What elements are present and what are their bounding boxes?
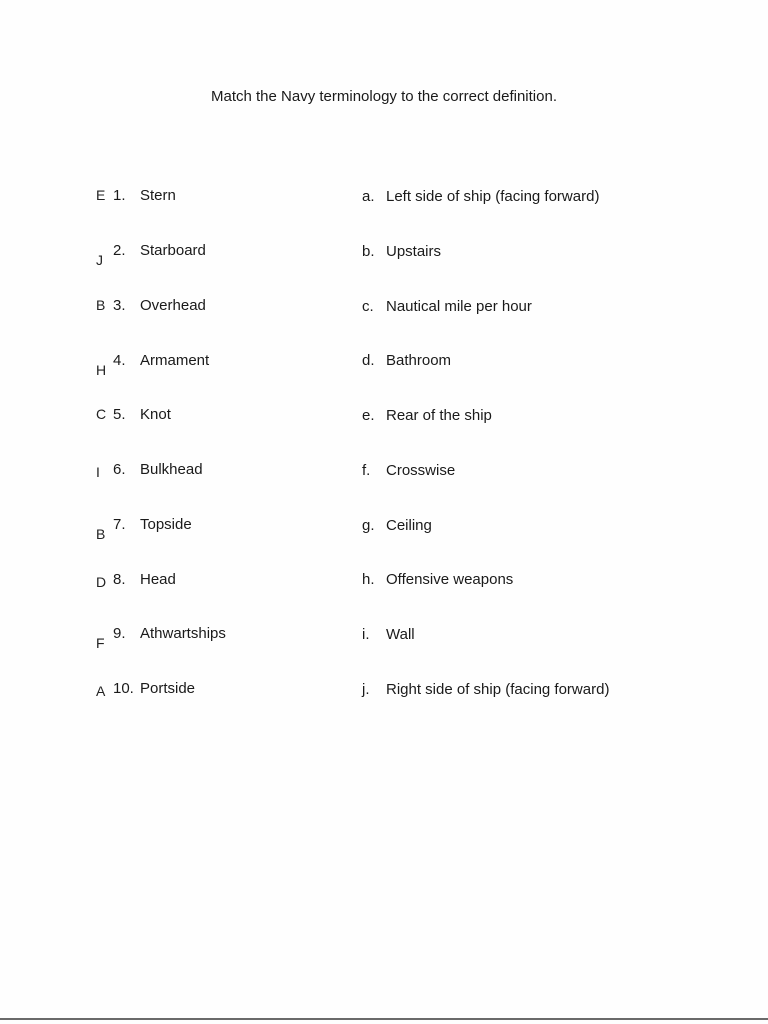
definition-item [362, 298, 532, 315]
definition-item [362, 626, 415, 643]
definition-item [362, 462, 455, 479]
definition-letter: e. [362, 407, 375, 424]
term-number: 7. [113, 516, 126, 533]
definition-item [362, 517, 432, 534]
term-number: 1. [113, 187, 126, 204]
term-text: Starboard [140, 242, 206, 259]
definition-text: Wall [386, 626, 415, 643]
definition-text: Bathroom [386, 352, 452, 369]
definition-item [362, 352, 451, 369]
definition-item [362, 188, 599, 205]
term-text: Stern [140, 187, 176, 204]
definition-item [362, 571, 513, 588]
definition-letter: c. [362, 298, 374, 315]
definition-text: Left side of ship (facing forward) [386, 188, 600, 205]
definition-text: Offensive weapons [386, 571, 514, 588]
definition-letter: h. [362, 571, 375, 588]
handwritten-answer: C [96, 406, 107, 422]
definition-text: Right side of ship (facing forward) [386, 681, 610, 698]
term-number: 9. [113, 625, 126, 642]
term-text: Armament [140, 352, 210, 369]
worksheet-title: Match the Navy terminology to the correct definition. [211, 88, 557, 105]
definition-letter: j. [362, 681, 370, 698]
term-number: 4. [113, 352, 126, 369]
handwritten-answer: D [96, 574, 107, 590]
handwritten-answer: A [96, 683, 106, 699]
definition-letter: i. [362, 626, 370, 643]
definition-letter: g. [362, 517, 375, 534]
definition-text: Ceiling [386, 517, 432, 534]
handwritten-answer: B [96, 297, 106, 313]
term-text: Head [140, 571, 176, 588]
definition-text: Upstairs [386, 243, 442, 260]
term-number: 5. [113, 406, 126, 423]
definition-letter: a. [362, 188, 375, 205]
page-bottom-edge [0, 1018, 768, 1020]
term-number: 3. [113, 297, 126, 314]
term-text: Athwartships [140, 625, 226, 642]
term-text: Overhead [140, 297, 206, 314]
term-number: 6. [113, 461, 126, 478]
definition-text: Rear of the ship [386, 407, 492, 424]
definition-item [362, 407, 492, 424]
definition-text: Crosswise [386, 462, 456, 479]
handwritten-answer: H [96, 362, 107, 378]
definition-letter: b. [362, 243, 375, 260]
handwritten-answer: B [96, 526, 106, 542]
definition-letter: d. [362, 352, 375, 369]
handwritten-answer: E [96, 187, 106, 203]
definition-text: Nautical mile per hour [386, 298, 532, 315]
term-number: 8. [113, 571, 126, 588]
term-text: Topside [140, 516, 192, 533]
term-number: 2. [113, 242, 126, 259]
term-text: Bulkhead [140, 461, 203, 478]
handwritten-answer: F [96, 635, 105, 651]
definition-item [362, 681, 609, 698]
definition-letter: f. [362, 462, 371, 479]
term-text: Knot [140, 406, 171, 423]
term-text: Portside [140, 680, 196, 697]
definition-item [362, 243, 441, 260]
handwritten-answer: I [96, 464, 100, 480]
term-number: 10. [113, 680, 134, 697]
handwritten-answer: J [96, 252, 103, 268]
